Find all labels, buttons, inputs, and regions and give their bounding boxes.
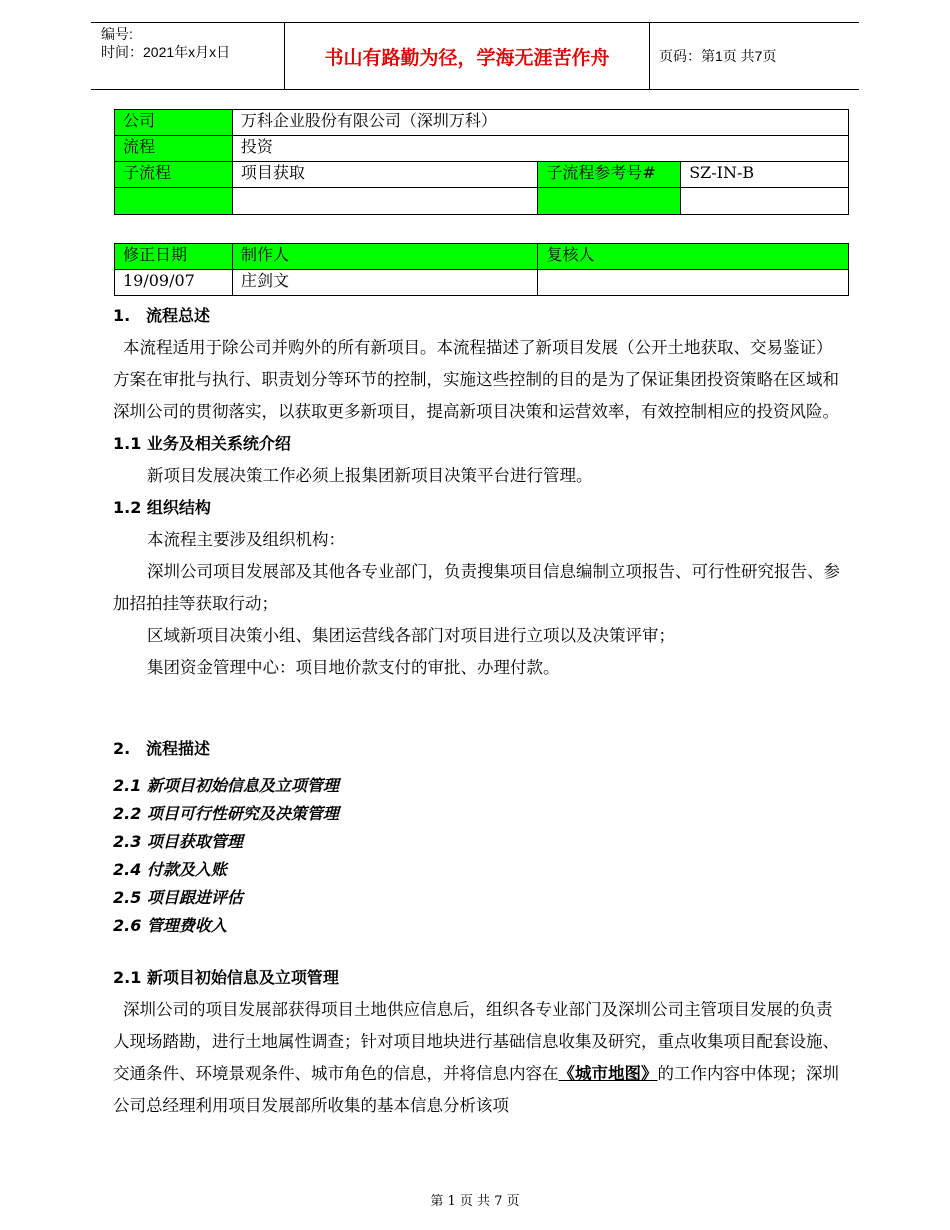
section-1-heading bbox=[113, 300, 843, 332]
header-meta bbox=[91, 23, 285, 89]
number-label: 编号: bbox=[101, 26, 133, 42]
section-1-2-paragraph-1: 本流程主要涉及组织机构： bbox=[147, 530, 345, 549]
page-header bbox=[91, 22, 859, 90]
info-table bbox=[114, 109, 849, 215]
toc-item: 2.2 项目可行性研究及决策管理 bbox=[113, 804, 339, 823]
company-value: 万科企业股份有限公司（深圳万科） bbox=[232, 110, 848, 136]
toc-item: 2.6 管理费收入 bbox=[113, 916, 227, 935]
revision-date-value: 19/09/07 bbox=[115, 270, 233, 296]
process-label: 流程 bbox=[115, 136, 233, 162]
section-2-1-heading: 2.1 新项目初始信息及立项管理 bbox=[113, 968, 339, 987]
section-1-2-paragraph-2: 深圳公司项目发展部及其他各专业部门，负责搜集项目信息编制立项报告、可行性研究报告、参加招拍挂等获取行动； bbox=[113, 562, 840, 613]
ref-label: 子流程参考号# bbox=[538, 162, 681, 188]
toc-item: 2.5 项目跟进评估 bbox=[113, 888, 243, 907]
section-1-2-paragraph-4: 集团资金管理中心：项目地价款支付的审批、办理付款。 bbox=[147, 658, 560, 677]
empty-value-cell bbox=[232, 188, 538, 215]
header-motto: 书山有路勤为径，学海无涯苦作舟 bbox=[285, 23, 650, 89]
section-1-1-heading: 1.1 业务及相关系统介绍 bbox=[113, 434, 291, 453]
section-2-title: 流程描述 bbox=[146, 739, 211, 758]
section-1-paragraph: 本流程适用于除公司并购外的所有新项目。本流程描述了新项目发展（公开土地获取、交易鉴证）方案在审批与执行、职责划分等环节的控制，实施这些控制的目的是为了保证集团投资策略在区域和深圳公司的贯彻落实，以获取更多新项目，提高新项目决策和运营效率，有效控制相应的投资风险。 bbox=[113, 338, 839, 421]
reviewer-value bbox=[538, 270, 849, 296]
ref-value: SZ-IN-B bbox=[681, 162, 849, 188]
section-1-1-paragraph: 新项目发展决策工作必须上报集团新项目决策平台进行管理。 bbox=[147, 466, 593, 485]
section-1 bbox=[113, 300, 843, 684]
section-2 bbox=[113, 733, 843, 765]
empty-label-cell bbox=[115, 188, 233, 215]
revision-date-label: 修正日期 bbox=[115, 244, 233, 270]
section-2-toc bbox=[113, 772, 843, 940]
toc-item: 2.3 项目获取管理 bbox=[113, 832, 243, 851]
section-2-number: 2. bbox=[113, 739, 131, 758]
section-2-1-text: 深圳公司的项目发展部获得项目土地供应信息后，组织各专业部门及深圳公司主管项目发展的负责人现场踏勘，进行土地属性调查；针对项目地块进行基础信息收集及研究，重点收集项目配套设施、交通条件、环境景观条件、城市角色的信息，并将信息内容在 bbox=[113, 1000, 839, 1083]
empty-value-cell-2 bbox=[681, 188, 849, 215]
subprocess-label: 子流程 bbox=[115, 162, 233, 188]
section-1-number: 1. bbox=[113, 306, 131, 325]
time-label: 时间：2021年x月x日 bbox=[101, 44, 231, 60]
section-2-1 bbox=[113, 962, 843, 1122]
empty-label-cell-2 bbox=[538, 188, 681, 215]
revision-table bbox=[114, 243, 849, 296]
section-1-2-paragraph-3: 区域新项目决策小组、集团运营线各部门对项目进行立项以及决策评审； bbox=[147, 626, 675, 645]
author-value: 庄剑文 bbox=[232, 270, 538, 296]
header-page-label: 页码：第1页 共7页 bbox=[659, 48, 777, 64]
author-label: 制作人 bbox=[232, 244, 538, 270]
process-value: 投资 bbox=[232, 136, 848, 162]
toc-item: 2.1 新项目初始信息及立项管理 bbox=[113, 776, 339, 795]
city-map-link[interactable]: 《城市地图》 bbox=[558, 1064, 658, 1083]
company-label: 公司 bbox=[115, 110, 233, 136]
section-2-heading bbox=[113, 733, 843, 765]
reviewer-label: 复核人 bbox=[538, 244, 849, 270]
toc-item: 2.4 付款及入账 bbox=[113, 860, 227, 879]
subprocess-value: 项目获取 bbox=[232, 162, 538, 188]
section-1-2-heading: 1.2 组织结构 bbox=[113, 498, 211, 517]
section-1-title: 流程总述 bbox=[146, 306, 211, 325]
section-2-1-paragraph bbox=[113, 994, 843, 1122]
page-footer: 第 1 页 共 7 页 bbox=[430, 1194, 520, 1209]
section-2-1-text-cont: 的工作内容中体现；深圳公司总经理利用项目发展部所收集的基本信息分析该项 bbox=[113, 1064, 839, 1115]
